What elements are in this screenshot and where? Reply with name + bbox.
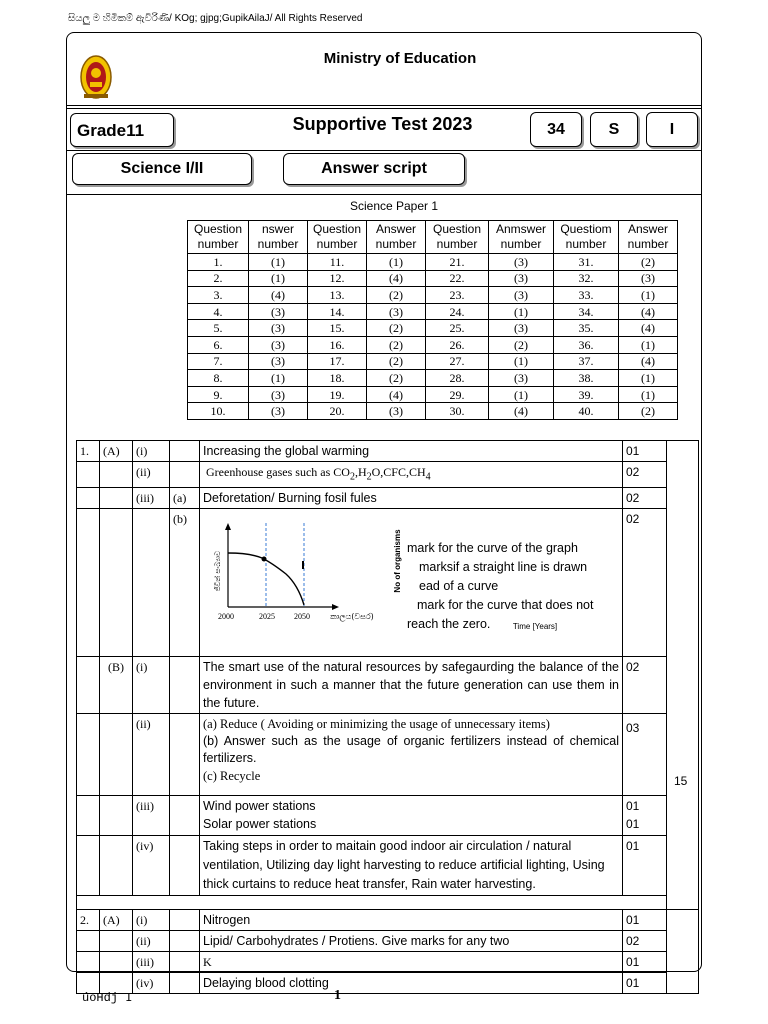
answer-text: Wind power stations Solar power stations xyxy=(200,796,623,836)
sub-question-label: (i) xyxy=(133,441,170,462)
sub-question-label: (iv) xyxy=(133,973,170,994)
x-axis-tick: 2025 xyxy=(259,612,275,622)
answer-cell: (3) xyxy=(367,403,426,420)
question-number: 2. xyxy=(77,910,100,931)
answer-cell: (4) xyxy=(249,287,308,304)
footer-subject: úoHdj I xyxy=(82,991,133,1005)
mark: 01 xyxy=(623,836,667,896)
divider xyxy=(67,108,701,109)
question-number-cell: 32. xyxy=(554,270,619,287)
sub-part-label: (b) xyxy=(170,509,200,657)
table-row xyxy=(188,386,678,403)
question-number-cell: 12. xyxy=(308,270,367,287)
column-header: Question number xyxy=(426,221,489,254)
answer-cell: (2) xyxy=(619,403,678,420)
table-row xyxy=(188,403,678,420)
question-number-cell: 6. xyxy=(188,336,249,353)
answer-cell: (4) xyxy=(619,320,678,337)
question-number-cell: 13. xyxy=(308,287,367,304)
page-number: 1 xyxy=(334,988,341,1003)
table-row xyxy=(188,370,678,387)
question-number: 1. xyxy=(77,441,100,462)
answer-cell: (3) xyxy=(489,320,554,337)
table-row xyxy=(77,931,699,952)
answer-text: Delaying blood clotting xyxy=(200,973,623,994)
sub-question-label: (i) xyxy=(133,657,170,714)
question-number-cell: 22. xyxy=(426,270,489,287)
total-marks: 15 xyxy=(674,774,688,788)
question-number-cell: 30. xyxy=(426,403,489,420)
answer-cell: (1) xyxy=(619,386,678,403)
question-number-cell: 11. xyxy=(308,254,367,271)
sub-question-label: (iv) xyxy=(133,836,170,896)
part-label: (B) xyxy=(100,657,133,714)
divider xyxy=(67,150,701,151)
answer-cell: (3) xyxy=(249,353,308,370)
answer-cell: (3) xyxy=(367,303,426,320)
column-header: Answer number xyxy=(367,221,426,254)
mark: 01 01 xyxy=(623,796,667,836)
grade-label: Grade11 xyxy=(70,113,174,147)
answer-text: Greenhouse gases such as $CO_2,H_2O,CFC,CH_4$ xyxy=(200,462,623,488)
answer-cell: (3) xyxy=(489,270,554,287)
ministry-title: Ministry of Education xyxy=(323,50,477,67)
answer-text: Nitrogen xyxy=(200,910,623,931)
question-number-cell: 27. xyxy=(426,353,489,370)
question-number-cell: 33. xyxy=(554,287,619,304)
answer-cell: (1) xyxy=(489,303,554,320)
sub-question-label: (iii) xyxy=(133,796,170,836)
question-number-cell: 18. xyxy=(308,370,367,387)
answer-cell: (3) xyxy=(489,254,554,271)
question-number-cell: 5. xyxy=(188,320,249,337)
question-number-cell: 19. xyxy=(308,386,367,403)
question-number-cell: 9. xyxy=(188,386,249,403)
table-row xyxy=(77,896,699,910)
answer-cell: (3) xyxy=(249,303,308,320)
divider xyxy=(67,105,701,106)
question-number-cell: 15. xyxy=(308,320,367,337)
table-row xyxy=(188,254,678,271)
graph-answer xyxy=(200,509,623,657)
answer-cell: (3) xyxy=(249,336,308,353)
answer-cell: (3) xyxy=(249,320,308,337)
x-axis-tick: 2050 xyxy=(294,612,310,622)
sub-question-label: (i) xyxy=(133,910,170,931)
medium-code-box: S xyxy=(590,112,638,147)
mark: 02 xyxy=(623,488,667,509)
mark: 02 xyxy=(623,509,667,657)
column-header: Answer number xyxy=(619,221,678,254)
question-number-cell: 40. xyxy=(554,403,619,420)
column-header: nswer number xyxy=(249,221,308,254)
question-number-cell: 29. xyxy=(426,386,489,403)
table-row xyxy=(77,952,699,973)
answer-cell: (2) xyxy=(367,336,426,353)
table-row xyxy=(77,836,699,896)
table-row xyxy=(188,320,678,337)
answer-text: (a) Reduce ( Avoiding or minimizing the usage of unnecessary items) (b) Answer such as the usage of organic fertilizers instead of chemical fertilizers. (c) Recycle xyxy=(200,714,623,796)
answer-text: Deforetation/ Burning fosil fules xyxy=(200,488,623,509)
question-number-cell: 3. xyxy=(188,287,249,304)
answer-cell: (1) xyxy=(249,270,308,287)
answer-cell: (2) xyxy=(367,320,426,337)
answer-cell: (3) xyxy=(619,270,678,287)
test-title: Supportive Test 2023 xyxy=(292,114,473,134)
question-number-cell: 17. xyxy=(308,353,367,370)
table-row xyxy=(188,287,678,304)
answer-cell: (1) xyxy=(367,254,426,271)
answer-cell: (1) xyxy=(489,353,554,370)
x-axis-label-en: Time [Years] xyxy=(512,622,558,632)
x-axis-label: කාලය(වසර) xyxy=(330,612,374,622)
answer-cell: (1) xyxy=(619,370,678,387)
sub-question-label: (iii) xyxy=(133,952,170,973)
question-number-cell: 24. xyxy=(426,303,489,320)
column-header: Anmswer number xyxy=(489,221,554,254)
answer-cell: (1) xyxy=(249,254,308,271)
answer-cell: (3) xyxy=(489,370,554,387)
answer-cell: (2) xyxy=(367,287,426,304)
question-number-cell: 36. xyxy=(554,336,619,353)
question-number-cell: 1. xyxy=(188,254,249,271)
question-number-cell: 26. xyxy=(426,336,489,353)
mark: 02 xyxy=(623,657,667,714)
table-row xyxy=(188,336,678,353)
answer-cell: (4) xyxy=(619,303,678,320)
question-number-cell: 21. xyxy=(426,254,489,271)
table-row xyxy=(77,462,699,488)
answer-cell: (3) xyxy=(249,386,308,403)
mark: 01 xyxy=(623,952,667,973)
copyright-notice: සියලු ම හිමිකම් ඇවිරිණි/ KOg; gjpg;GupikAilaJ/ All Rights Reserved xyxy=(68,13,363,24)
mark: 02 xyxy=(623,462,667,488)
mark: 02 xyxy=(623,931,667,952)
paper-code-box: 34 xyxy=(530,112,582,147)
graph-marking-notes: mark for the curve of the graph marksif a straight line is drawn ead of a curve mark for the curve that does not reach the zero. xyxy=(407,541,594,632)
answer-cell: (1) xyxy=(489,386,554,403)
y-axis-label-en: No of organisms xyxy=(393,529,402,593)
y-axis-label: ජීවීන් සංඛ්‍යාව xyxy=(214,551,222,592)
x-axis-tick: 2000 xyxy=(218,612,234,622)
structured-answer-table xyxy=(76,440,699,994)
table-row xyxy=(188,353,678,370)
answer-cell: (4) xyxy=(367,386,426,403)
answer-cell: (3) xyxy=(249,403,308,420)
question-number-cell: 35. xyxy=(554,320,619,337)
table-row xyxy=(77,796,699,836)
answer-cell: (2) xyxy=(367,370,426,387)
table-row xyxy=(77,714,699,796)
answer-cell: (1) xyxy=(249,370,308,387)
subject-label: Science I/II xyxy=(72,153,252,185)
sub-question-label: (ii) xyxy=(133,462,170,488)
mark: 01 xyxy=(623,910,667,931)
question-number-cell: 38. xyxy=(554,370,619,387)
answer-text: Lipid/ Carbohydrates / Protiens. Give marks for any two xyxy=(200,931,623,952)
sub-question-label: (ii) xyxy=(133,714,170,796)
sub-part-label: (a) xyxy=(170,488,200,509)
part-label: (A) xyxy=(100,441,133,462)
question-number-cell: 2. xyxy=(188,270,249,287)
answer-text: Increasing the global warming xyxy=(200,441,623,462)
answer-cell: (2) xyxy=(489,336,554,353)
table-row xyxy=(188,303,678,320)
answer-cell: (1) xyxy=(619,287,678,304)
question-number-cell: 7. xyxy=(188,353,249,370)
question-number-cell: 20. xyxy=(308,403,367,420)
mark: 01 xyxy=(623,973,667,994)
answer-cell: (2) xyxy=(367,353,426,370)
paper-title: Science Paper 1 xyxy=(349,199,439,213)
table-row xyxy=(77,657,699,714)
answer-cell: (4) xyxy=(367,270,426,287)
answer-cell: (2) xyxy=(619,254,678,271)
emblem-icon xyxy=(78,52,114,102)
answer-cell: (4) xyxy=(489,403,554,420)
column-header: Question number xyxy=(188,221,249,254)
mark: 03 xyxy=(623,714,667,796)
answer-cell: (3) xyxy=(489,287,554,304)
table-row xyxy=(77,488,699,509)
mark: 01 xyxy=(623,441,667,462)
question-number-cell: 4. xyxy=(188,303,249,320)
question-number-cell: 39. xyxy=(554,386,619,403)
table-row xyxy=(77,910,699,931)
answer-text: The smart use of the natural resources by safegaurding the balance of the environment in such a manner that the future generation can use them in the future. xyxy=(200,657,623,714)
mcq-answer-table xyxy=(187,220,678,420)
answer-cell: (4) xyxy=(619,353,678,370)
answer-cell: (1) xyxy=(619,336,678,353)
question-number-cell: 37. xyxy=(554,353,619,370)
question-number-cell: 23. xyxy=(426,287,489,304)
column-header: Question number xyxy=(308,221,367,254)
column-header: Questiom number xyxy=(554,221,619,254)
table-row xyxy=(188,270,678,287)
script-type-label: Answer script xyxy=(283,153,465,185)
question-number-cell: 34. xyxy=(554,303,619,320)
part-label: (A) xyxy=(100,910,133,931)
table-row xyxy=(77,509,699,657)
question-number-cell: 25. xyxy=(426,320,489,337)
question-number-cell: 14. xyxy=(308,303,367,320)
sub-question-label: (ii) xyxy=(133,931,170,952)
answer-text: K xyxy=(200,952,623,973)
sub-question-label: (iii) xyxy=(133,488,170,509)
table-row xyxy=(77,973,699,994)
table-row xyxy=(77,441,699,462)
part-code-box: I xyxy=(646,112,698,147)
question-number-cell: 28. xyxy=(426,370,489,387)
question-number-cell: 8. xyxy=(188,370,249,387)
divider xyxy=(67,194,701,195)
answer-text: Taking steps in order to maitain good indoor air circulation / natural ventilation, Utilizing day light harvesting to reduce artificial lighting, Using thick curtains to reduce heat transfer, Rain water harvesting. xyxy=(200,836,623,896)
question-number-cell: 16. xyxy=(308,336,367,353)
question-number-cell: 31. xyxy=(554,254,619,271)
question-number-cell: 10. xyxy=(188,403,249,420)
